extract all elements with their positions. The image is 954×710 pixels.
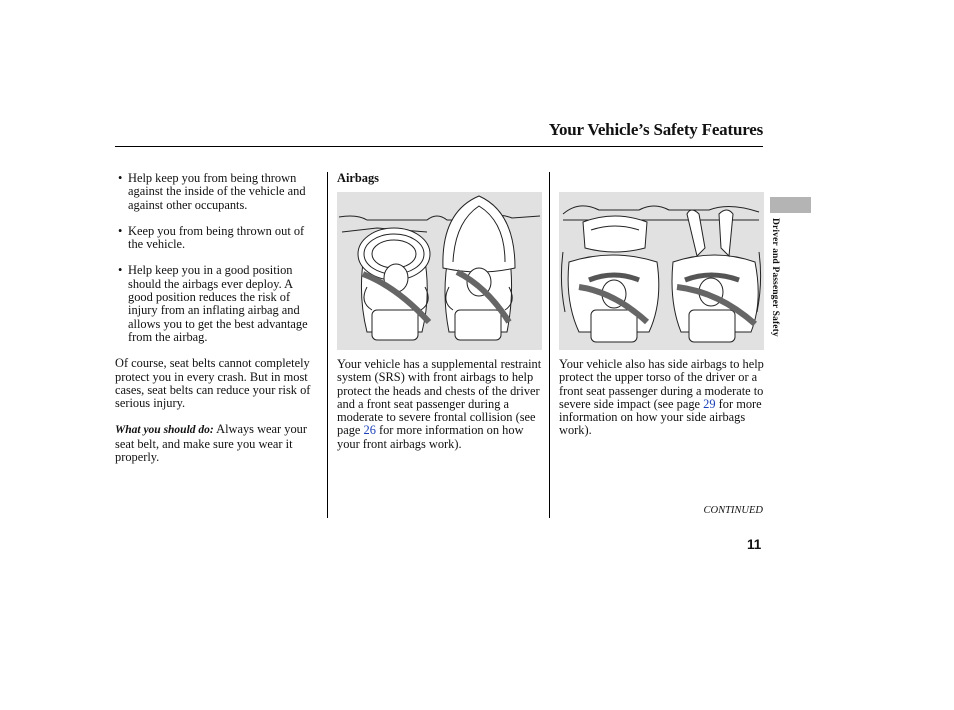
bullet-item: • Help keep you from being thrown against the inside of the vehicle and against other occupants. — [118, 171, 306, 212]
continued-label: CONTINUED — [703, 505, 763, 516]
front-airbags-illustration — [337, 192, 542, 350]
front-airbags-paragraph — [337, 358, 543, 451]
section-tab-label: Driver and Passenger Safety — [770, 218, 781, 337]
side-airbags-text: Your vehicle also has side airbags to help protect the upper torso of the driver or a front seat passenger during a moderate to severe side impact (see page — [559, 357, 764, 411]
airbags-heading: Airbags — [337, 171, 379, 185]
advice-text: Always wear your seat belt, and make sure you wear it properly. — [115, 422, 307, 465]
header-rule — [115, 146, 763, 147]
advice-lead: What you should do: — [115, 424, 214, 437]
bullet-text: Help keep you in a good position should the airbags ever deploy. A good position reduces the risk of injury from an inflating airbag and allows you to get the best advantage from the airbag. — [128, 263, 308, 344]
bullet-item: • Help keep you in a good position should the airbags ever deploy. A good position reduces the risk of injury from an inflating airbag and allows you to get the best advantage from the airbag. — [118, 263, 308, 344]
advice-paragraph — [115, 423, 320, 464]
column-divider-2 — [549, 172, 550, 518]
front-airbags-text: Your vehicle has a supplemental restraint system (SRS) with front airbags to help protect the heads and chests of the driver and a front seat passenger during a moderate to severe frontal collision (see page — [337, 357, 542, 438]
page-26-link[interactable]: 26 — [363, 423, 376, 438]
page-29-link[interactable]: 29 — [703, 396, 716, 411]
side-airbags-illustration — [559, 192, 764, 350]
page-number: 11 — [747, 537, 762, 552]
seat-belt-paragraph: Of course, seat belts cannot completely protect you in every crash. But in most cases, seat belts can reduce your risk of serious injury. — [115, 356, 311, 411]
bullet-text: Help keep you from being thrown against the inside of the vehicle and against other occupants. — [128, 171, 306, 212]
bullet-item: • Keep you from being thrown out of the vehicle. — [118, 223, 305, 252]
side-airbags-text-end: for more information on how your side airbags work). — [559, 396, 762, 438]
front-airbags-text-end: for more information on how your front airbags work). — [337, 423, 524, 451]
side-airbags-paragraph — [559, 358, 765, 438]
bullet-text: Keep you from being thrown out of the vehicle. — [128, 223, 305, 252]
bullet-list — [115, 172, 320, 344]
column-seat-belts — [115, 172, 320, 464]
column-divider-1 — [327, 172, 328, 518]
section-tab-marker — [770, 197, 811, 213]
page-header-title: Your Vehicle’s Safety Features — [548, 120, 763, 139]
column-airbags — [337, 172, 543, 190]
